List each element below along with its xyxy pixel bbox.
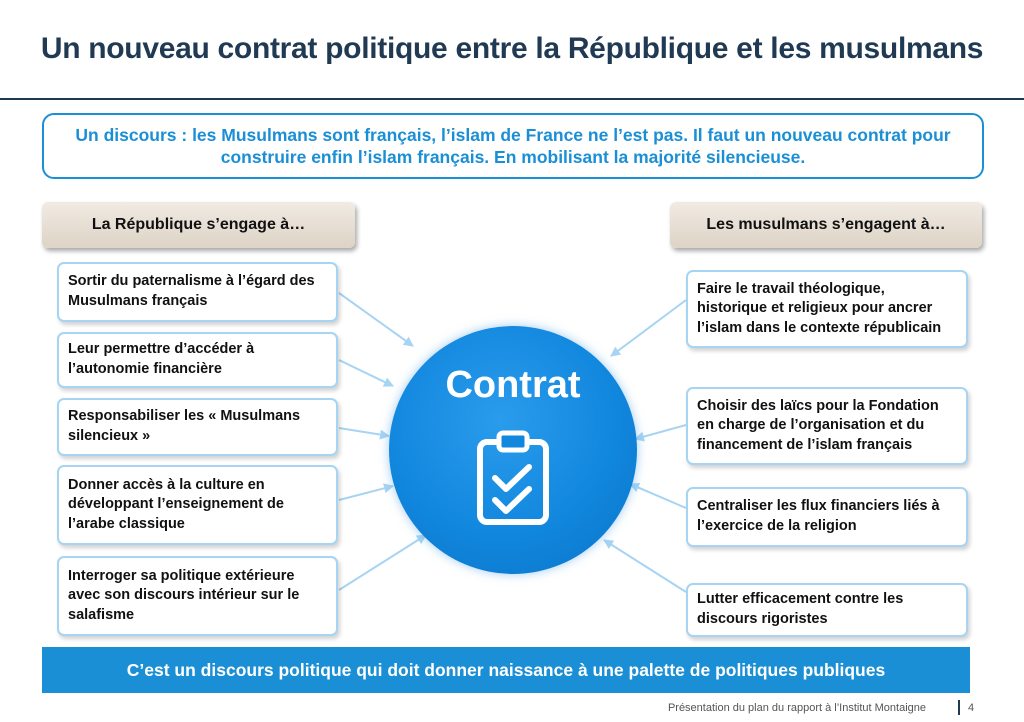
arrow-left-1 — [339, 293, 413, 346]
right-item-3: Centraliser les flux financiers liés à l’exercice de la religion — [686, 487, 968, 547]
arrow-right-2 — [635, 425, 686, 439]
left-item-2: Leur permettre d’accéder à l’autonomie financière — [57, 332, 338, 388]
footer-separator — [958, 700, 960, 715]
right-item-4: Lutter efficacement contre les discours rigoristes — [686, 583, 968, 637]
right-item-1: Faire le travail théologique, historique et religieux pour ancrer l’islam dans le contexte républicain — [686, 270, 968, 348]
contract-circle — [389, 326, 637, 574]
clipboard-check-icon — [475, 430, 551, 526]
left-item-4: Donner accès à la culture en développant l’enseignement de l’arabe classique — [57, 465, 338, 545]
left-item-3: Responsabiliser les « Musulmans silencieux » — [57, 398, 338, 456]
left-item-5: Interroger sa politique extérieure avec son discours intérieur sur le salafisme — [57, 556, 338, 636]
arrow-left-5 — [339, 535, 426, 590]
arrow-left-4 — [339, 486, 393, 500]
title-divider — [0, 98, 1024, 100]
arrow-right-1 — [611, 300, 686, 356]
conclusion-band: C’est un discours politique qui doit donner naissance à une palette de politiques publiques — [42, 647, 970, 693]
right-column-header: Les musulmans s’engagent à… — [670, 202, 982, 248]
arrow-left-3 — [339, 428, 389, 436]
right-item-2: Choisir des laïcs pour la Fondation en charge de l’organisation et du financement de l’islam français — [686, 387, 968, 465]
left-item-1: Sortir du paternalisme à l’égard des Musulmans français — [57, 262, 338, 322]
arrow-left-2 — [339, 360, 393, 386]
page-title: Un nouveau contrat politique entre la République et les musulmans — [40, 32, 984, 65]
contract-label: Contrat — [445, 364, 581, 406]
arrow-right-3 — [630, 484, 686, 508]
left-column-header: La République s’engage à… — [42, 202, 355, 248]
footer-note: Présentation du plan du rapport à l’Institut Montaigne — [667, 702, 926, 714]
page-number: 4 — [968, 702, 975, 714]
intro-statement: Un discours : les Musulmans sont français, l’islam de France ne l’est pas. Il faut un nouveau contrat pour construire enfin l’islam français. En mobilisant la majorité silencieuse. — [42, 113, 984, 179]
arrow-right-4 — [604, 540, 686, 592]
